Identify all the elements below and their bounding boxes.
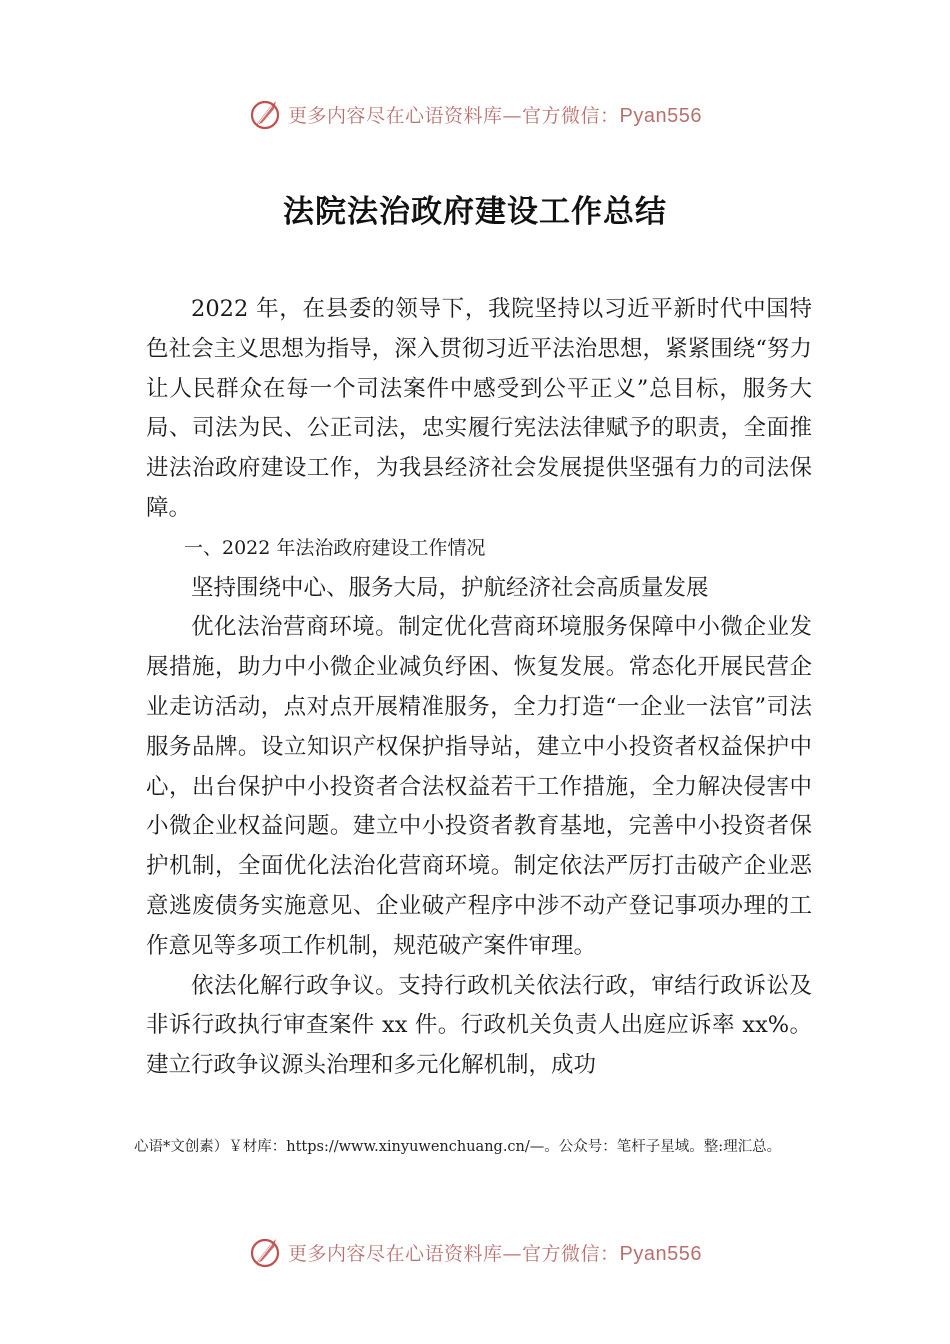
watermark-text: 更多内容尽在心语资料库—官方微信：Pyan556 — [288, 104, 702, 127]
watermark-text: 更多内容尽在心语资料库—官方微信：Pyan556 — [288, 1242, 702, 1265]
paragraph-business-environment: 优化法治营商环境。制定优化营商环境服务保障中小微企业发展措施，助力中小微企业减负纾困、恢复发展。常态化开展民营企业走访活动，点对点开展精准服务，全力打造“一企业一法官”司法服务品牌。设立知识产权保护指导站，建立中小投资者权益保护中心，出台保护中小投资者合法权益若干工作措施，全力解决侵害中小微企业权益问题。建立中小投资者教育基地，完善中小投资者保护机制，全面优化法治化营商环境。制定依法严厉打击破产企业恶意逃废债务实施意见、企业破产程序中涉不动产登记事项办理的工作意见等多项工作机制，规范破产案件审理。 — [146, 614, 812, 959]
paragraph-intro: 2022 年，在县委的领导下，我院坚持以习近平新时代中国特色社会主义思想为指导，深入贯彻习近平法治思想，紧紧围绕“努力让人民群众在每一个司法案件中感受到公平正义”总目标，服务大局、司法为民、公正司法，忠实履行宪法法律赋予的职责，全面推进法治政府建设工作，为我县经济社会发展提供坚强有力的司法保障。 — [146, 296, 812, 521]
section-heading-1: 一、2022 年法治政府建设工作情况 — [184, 536, 486, 559]
watermark-wechat-id: Pyan556 — [619, 1242, 702, 1265]
quill-logo-icon — [248, 1235, 282, 1269]
paragraph-administrative-disputes: 依法化解行政争议。支持行政机关依法行政，审结行政诉讼及非诉行政执行审查案件 xx 件。行政机关负责人出庭应诉率 xx%。建立行政争议源头治理和多元化解机制，成功 — [146, 972, 812, 1079]
subsection-heading: 坚持围绕中心、服务大局，护航经济社会高质量发展 — [191, 574, 709, 601]
watermark-wechat-id: Pyan556 — [619, 104, 702, 127]
document-title: 法院法治政府建设工作总结 — [283, 194, 667, 230]
document-body — [146, 290, 812, 1086]
watermark-header — [0, 94, 950, 134]
quill-logo-icon — [248, 97, 282, 131]
source-footnote: 心语*文创素）￥材库：https://www.xinyuwenchuang.cn/—。公众号：笔杆子星域。整:理汇总。 — [134, 1139, 782, 1155]
watermark-footer — [0, 1232, 950, 1272]
